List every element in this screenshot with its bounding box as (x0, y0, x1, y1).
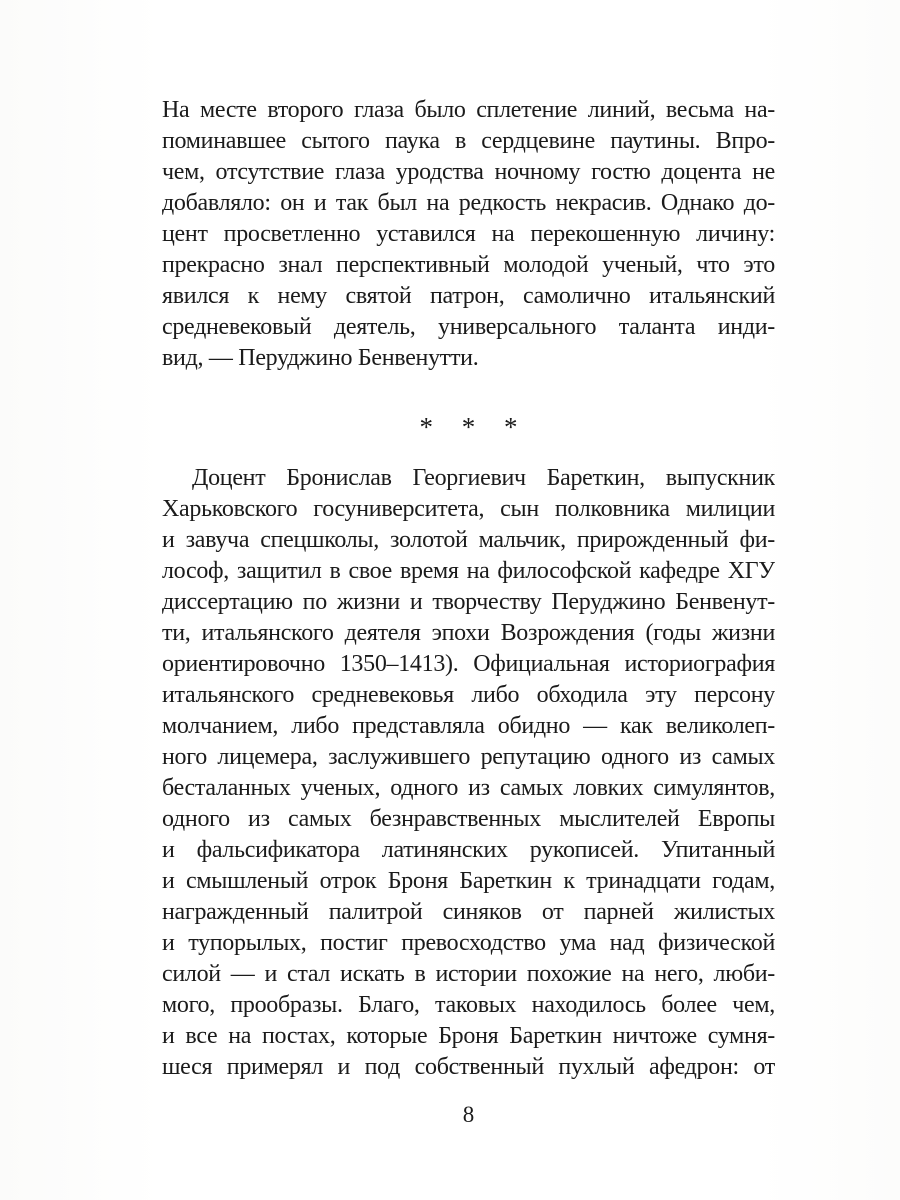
text-line: Харьковского госуниверситета, сын полковника милиции (162, 496, 775, 522)
text-line: цент просветленно уставился на перекошенную личину: (162, 221, 775, 247)
text-line: добавляло: он и так был на редкость некрасив. Однако до- (162, 190, 775, 216)
text-line: и смышленый отрок Броня Бареткин к тринадцати годам, (162, 868, 775, 894)
text-line: средневековый деятель, универсального таланта инди- (162, 314, 775, 340)
text-line: и все на постах, которые Броня Бареткин ничтоже сумня- (162, 1023, 775, 1049)
text-line: вид, — Перуджино Бенвенутти. (162, 345, 479, 371)
text-line: бесталанных ученых, одного из самых ловких симулянтов, (162, 775, 775, 801)
paragraph-2 (162, 463, 775, 1083)
page-number: 8 (462, 1102, 475, 1127)
text-line: шеся примерял и под собственный пухлый афедрон: от (162, 1054, 775, 1080)
text-line: силой — и стал искать в истории похожие на него, люби- (162, 961, 775, 987)
text-line: ориентировочно 1350–1413). Официальная историография (162, 651, 775, 677)
text-line: итальянского средневековья либо обходила эту персону (162, 682, 775, 708)
text-line: ного лицемера, заслужившего репутацию одного из самых (162, 744, 775, 770)
text-line: диссертацию по жизни и творчеству Перуджино Бенвенут- (162, 589, 775, 615)
text-line: На месте второго глаза было сплетение линий, весьма на- (162, 97, 775, 123)
text-line: мого, прообразы. Благо, таковых находилось более чем, (162, 992, 775, 1018)
text-column (162, 95, 775, 1130)
text-line: молчанием, либо представляла обидно — как великолеп- (162, 713, 775, 739)
text-line: и завуча спецшколы, золотой мальчик, прирожденный фи- (162, 527, 775, 553)
text-line: ти, итальянского деятеля эпохи Возрождения (годы жизни (162, 620, 775, 646)
text-line: явился к нему святой патрон, самолично итальянский (162, 283, 775, 309)
text-line: награжденный палитрой синяков от парней жилистых (162, 899, 775, 925)
text-line: Доцент Бронислав Георгиевич Бареткин, выпускник (192, 465, 775, 491)
text-line: лософ, защитил в свое время на философской кафедре ХГУ (162, 558, 775, 584)
text-line: прекрасно знал перспективный молодой ученый, что это (162, 252, 775, 278)
text-line: одного из самых безнравственных мыслителей Европы (162, 806, 775, 832)
paragraph-1 (162, 95, 775, 374)
text-line: поминавшее сытого паука в сердцевине паутины. Впро- (162, 128, 775, 154)
text-line: чем, отсутствие глаза уродства ночному гостю доцента не (162, 159, 775, 185)
text-line: и тупорылых, постиг превосходство ума над физической (162, 930, 775, 956)
text-line: и фальсификатора латинянских рукописей. Упитанный (162, 837, 775, 863)
section-separator: * * * (419, 412, 518, 442)
